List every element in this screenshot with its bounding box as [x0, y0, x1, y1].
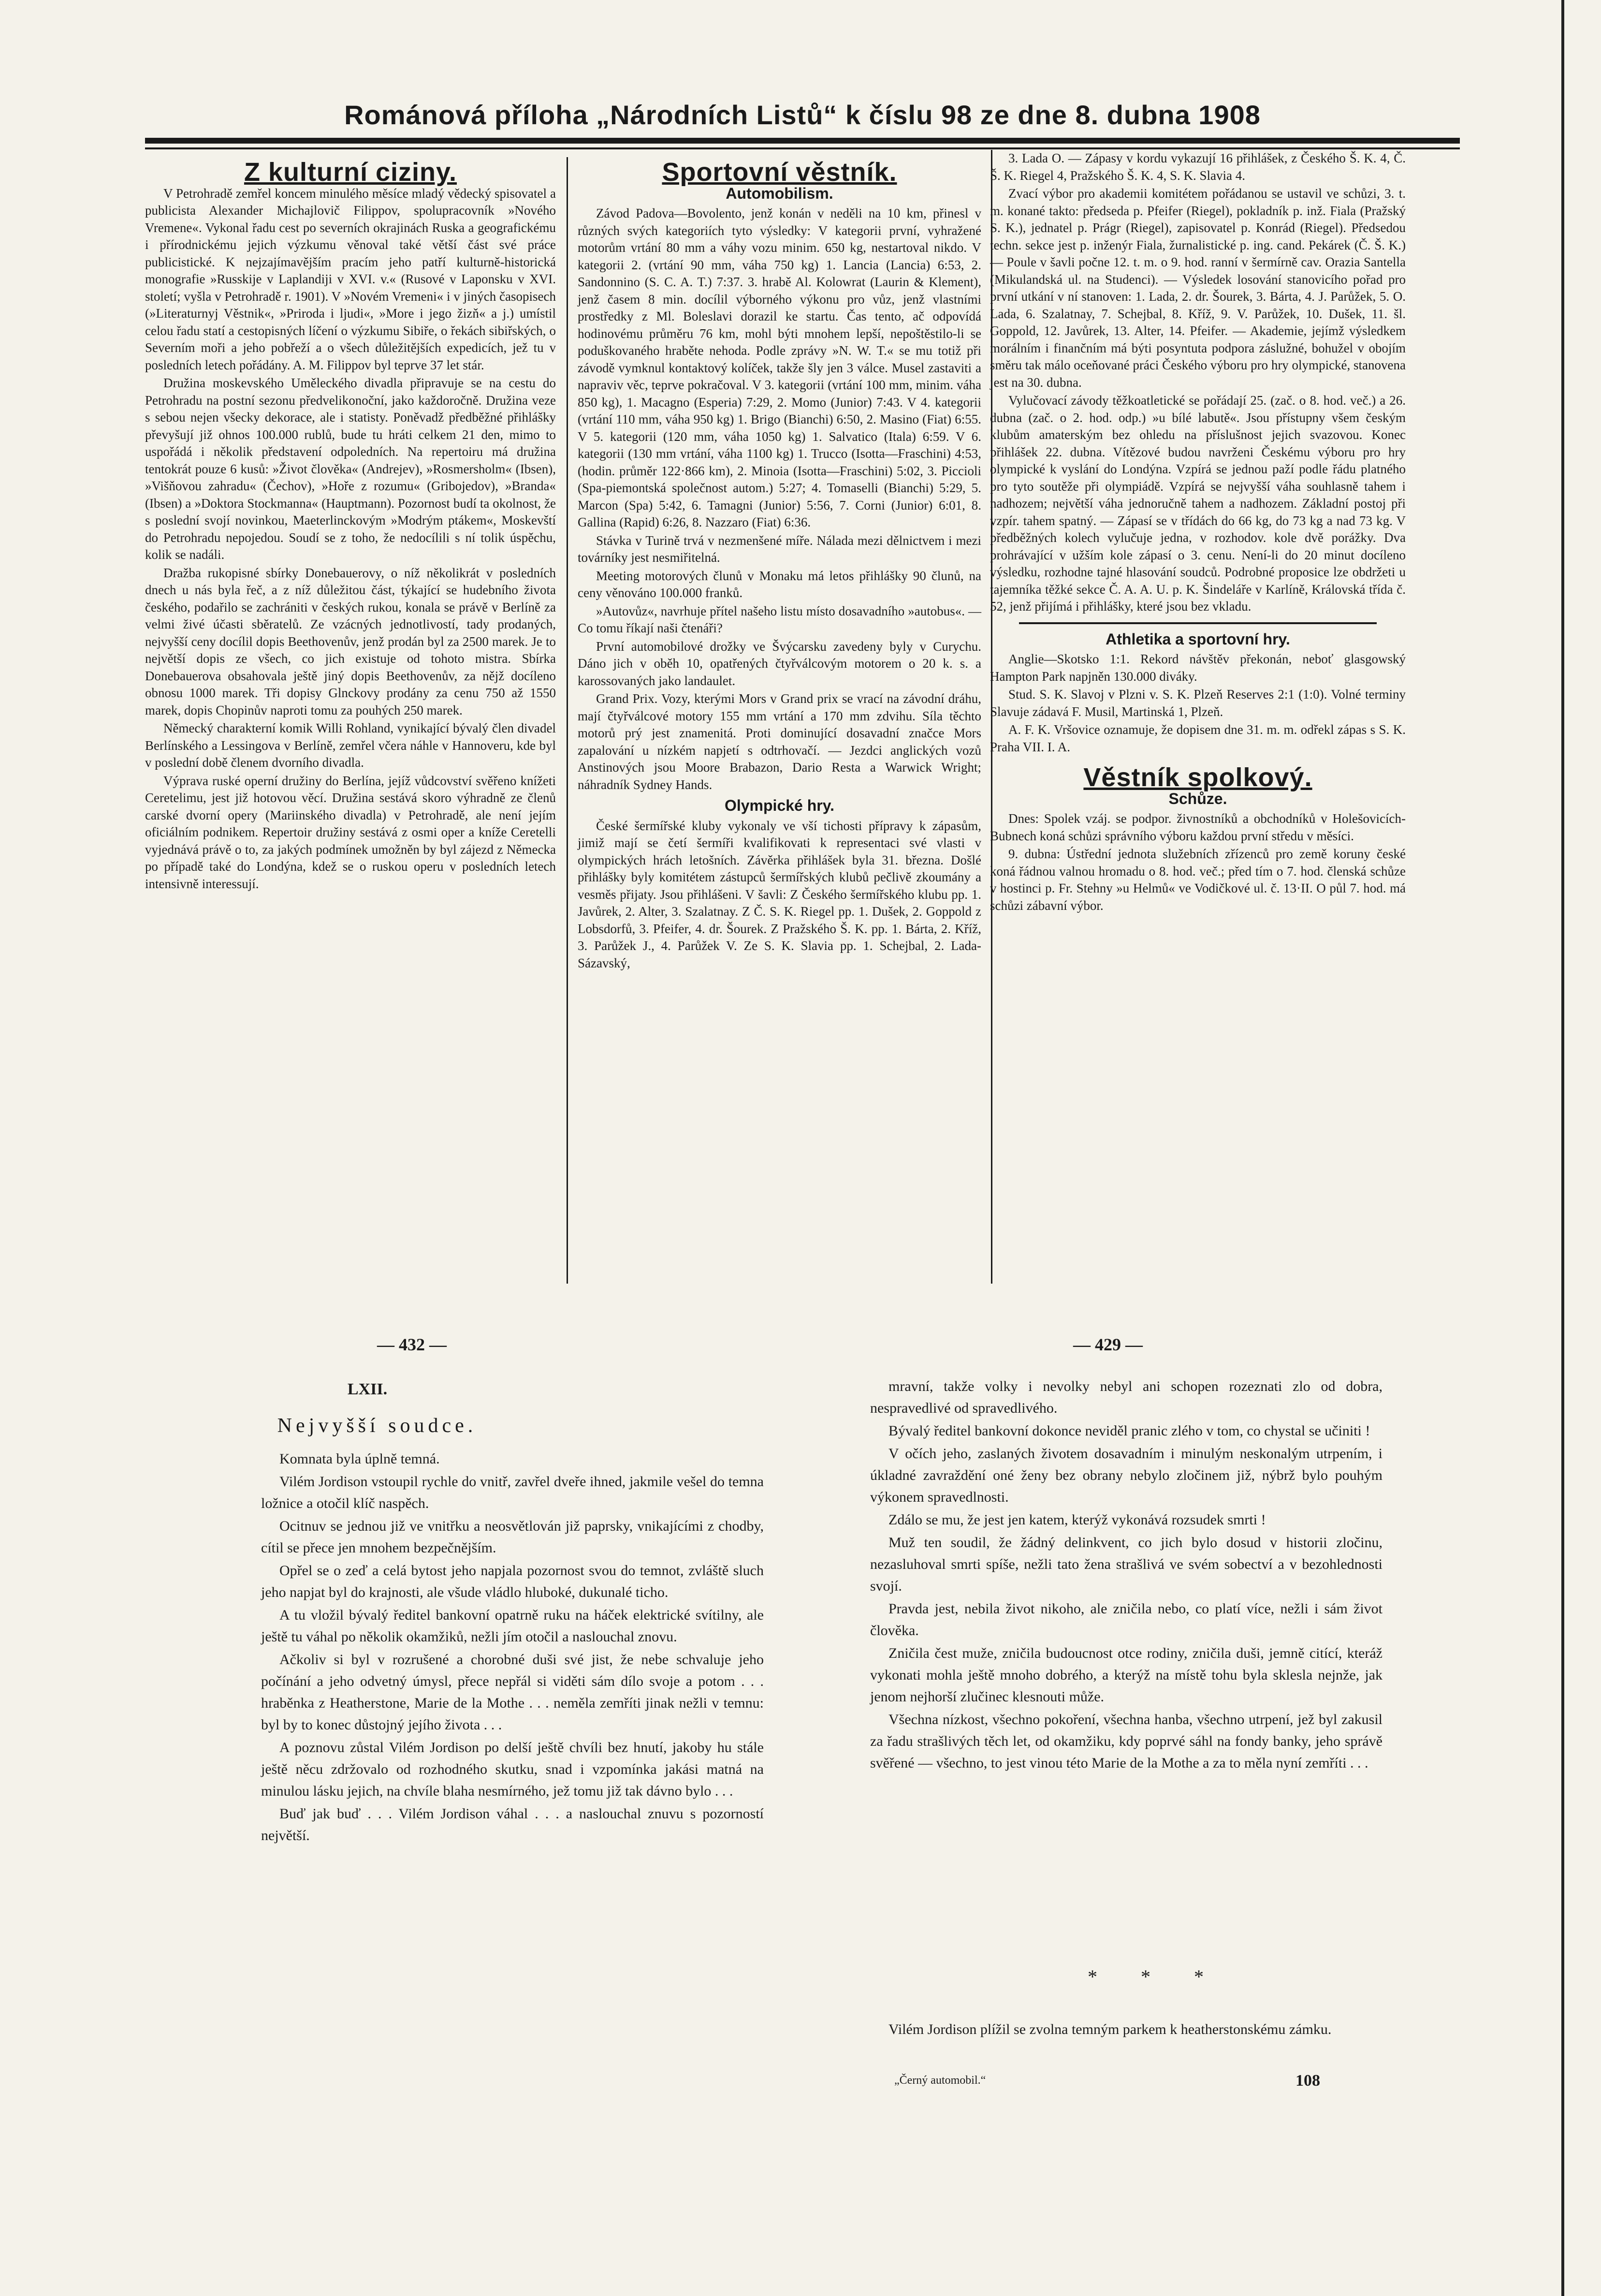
paragraph: Ocitnuv se jednou již ve vnitřku a neosvětlován již paprsky, vnikajícími z chodby, cítil se přece jen mnohem bezpečnějším.: [261, 1518, 764, 1556]
masthead: Románová příloha „Národních Listů“ k číslu 98 ze dne 8. dubna 1908: [344, 100, 1261, 130]
paragraph: Pravda jest, nebila život nikoho, ale zničila nebo, co platí více, nežli i sám život člověka.: [870, 1601, 1383, 1638]
paragraph: A. F. K. Vršovice oznamuje, že dopisem dne 31. m. m. odřekl zápas s S. K. Praha VII. I. A.: [990, 722, 1406, 754]
automobilism-heading: Automobilism.: [726, 184, 833, 202]
olympic-heading: Olympické hry.: [724, 797, 835, 814]
paragraph: Bývalý ředitel bankovní dokonce neviděl pranic zlého v tom, co chystal se učiniti !: [888, 1423, 1370, 1439]
paragraph: »Autovůz«, navrhuje přítel našeho listu místo dosavadního »autobus«. — Co tomu říkají naši čtenáři?: [578, 603, 981, 635]
paragraph: Německý charakterní komik Willi Rohland, vynikající bývalý člen divadel Berlínského a Lessingova v Berlíně, zemřel včera náhle v Hannoveru, kde byl v poslední době členem dvorního divadla.: [145, 721, 556, 770]
chapter-number: LXII.: [347, 1380, 388, 1398]
binding-edge: [1561, 0, 1564, 2296]
paragraph: A tu vložil bývalý ředitel bankovní opatrně ruku na háček elektrické svítilny, ale ještě tu váhal po několik okamžiků, nežli jím otočil a naslouchal znovu.: [261, 1607, 764, 1645]
closing-paragraph: Vilém Jordison plížil se zvolna temným parkem k heatherstonskému zámku.: [888, 2021, 1332, 2037]
paragraph: Komnata byla úplně temná.: [279, 1451, 440, 1467]
paragraph: Vilém Jordison vstoupil rychle do vnitř, zavřel dveře ihned, jakmile vešel do temna ložnice a otočil klíč naspěch.: [261, 1474, 764, 1511]
masthead-rule-thin: [145, 147, 1460, 149]
column-separator: [567, 157, 568, 1284]
clubs-title: Věstník spolkový.: [1083, 763, 1312, 792]
culture-articles: [145, 185, 556, 893]
paragraph: Zvací výbor pro akademii komitétem pořádanou se ustavil ve schůzi, 3. t. m. konané takto: předseda p. Pfeifer (Riegel), pokladník p. inž. Fiala (Pražský S. K.), jednatel p. Prágr (Riegel), zapisovatel p. Konrád (Riegel). Předsedou techn. sekce jest p. inženýr Fiala, žurnalistické p. ing. cand. Pekárek (Č. Š. K.) — Poule v šavli počne 12. t. m. o 9. hod. ranní v šermírně cav. Orazia Santella (Mikulandská ul. na Studenci). — Výsledek losování stanovicího pořad pro první utkání v ní stanoven: 1. Lada, 2. dr. Šourek, 3. Bárta, 4. J. Parůžek, 5. O. Lada, 6. Szalatnay, 7. Schejbal, 8. Kříž, 9. V. Parůžek, 10. Dušek, 11. šl. Goppold, 12. Javůrek, 13. Alter, 14. Pfeifer. — Akademie, jejímž výsledkem morálním i finančním má býti posyntuta podpora záslužné, bohužel v obojím směru tak málo oceňované práci Českého výboru pro hry olympické, stanovena jest na 30. dubna.: [990, 186, 1406, 390]
section-divider: [1019, 622, 1377, 624]
paragraph: V očích jeho, zaslaných životem dosavadním i minulým neskonalým utrpením, i úkladné zavraždění oné ženy bez obrany nebylo zločinem již, nýbrž bylo pouhým výkonem spravedlnosti.: [870, 1446, 1383, 1505]
automobilism-articles: [578, 205, 981, 793]
footer-title: „Černý automobil.“: [894, 2074, 986, 2087]
paragraph: Stud. S. K. Slavoj v Plzni v. S. K. Plzeň Reserves 2:1 (1:0). Volné terminy Slavuje zádavá F. Musil, Martinská 1, Plzeň.: [990, 687, 1406, 719]
novel-right-paragraphs: [870, 1375, 1383, 1774]
paragraph: Muž ten soudil, že žádný delinkvent, co jich bylo dosud v historii zločinu, nezasluhoval smrti spíše, nežli tato žena strašlivá ve svém sobectví a v bezohlednosti svojí.: [870, 1535, 1383, 1594]
paragraph: Meeting motorových člunů v Monaku má letos přihlášky 90 člunů, na ceny věnováno 100.000 franků.: [578, 568, 981, 600]
novel-closing: [870, 2018, 1383, 2041]
paragraph: První automobilové drožky ve Švýcarsku zavedeny byly v Curychu. Dáno jich v oběh 10, opatřených čtyřválcovým motorem o 20 k. s. a karossovaných jako landaulet.: [578, 639, 981, 688]
athletics-heading: Athletika a sportovní hry.: [1106, 630, 1290, 648]
left-page-number: — 432 —: [377, 1335, 447, 1354]
paragraph: Všechna nízkost, všechno pokoření, všechna hanba, všechno utrpení, jež byl zakusil za řadu strašlivých těch let, od okamžiku, kdy poprvé sáhl na fondy banky, jeho správě svěřené — všechno, to jest vinou této Marie de la Mothe a za to měla nyní zemříti . . .: [870, 1711, 1383, 1771]
novel-left-text: [261, 1448, 764, 1847]
paragraph: Opřel se o zeď a celá bytost jeho napjala pozornost svou do temnot, zvláště sluch jeho napjat byl do krajnosti, ale všude vládlo hluboké, dukunalé ticho.: [261, 1563, 764, 1600]
olympic-continued-articles: [990, 150, 1406, 615]
paragraph: Anglie—Skotsko 1:1. Rekord návštěv překonán, neboť glasgowský Hampton Park napjněn 130.000 diváky.: [990, 652, 1406, 684]
paragraph: Ačkoliv si byl v rozrušené a chorobné duši své jist, že nebe schvaluje jeho počínání a jeho odvetný úmysl, přece nepřál si viděti sám dílo svoje a potom . . . hraběnka z Heatherstone, Marie de la Mothe . . . neměla zemříti jinak nežli v temnu: byl by to konec důstojný jejího života . . .: [261, 1652, 764, 1733]
novel-right-text: [870, 1375, 1383, 1775]
paragraph: Dnes: Spolek vzáj. se podpor. živnostníků a obchodníků v Holešovicích-Bubnech koná schůzi správního výboru každou první středu v měsíci.: [990, 811, 1406, 843]
chapter-title: Nejvyšší soudce.: [277, 1415, 477, 1437]
paragraph: Družina moskevského Uměleckého divadla připravuje se na cestu do Petrohradu na postní sezonu předvelikonoční, jako každoročně. Družina veze s sebou nejen všecky dekorace, ale i statisty. Poněvadž předběžné přihlášky převyšují již ohnos 100.000 rublů, bude tu hráti celkem 21 den, mimo to uspořádá i několik představení odpoledních. Na repertoiru má družina tentokrát pouze 6 kusů: »Život člověka« (Andrejev), »Rosmersholm« (Ibsen), »Višňovou zahradu« (Čechov), »Hoře z rozumu« (Gribojedov), »Branda« (Ibsen) a »Doktora Stockmanna« (Hauptmann). Pozornost budí ta okolnost, že s poslední svojí novinkou, Maeterlinckovým »Modrým ptákem«, Moskevští do Petrohradu nepojedou. Soudí se z toho, že nedocílili s ní tolik úspěchu, kolik se nadáli.: [145, 376, 556, 562]
paragraph: 9. dubna: Ústřední jednota služebních zřízenců pro země koruny české koná řádnou valnou hromadu o 8. hod. več.; před tím o 7. hod. členská schůze v hostinci p. Fr. Stehny »u Helmů« ve Vodičkové ul. č. 13·II. O půl 7. hod. má schůzi zábavní výbor.: [990, 847, 1406, 913]
paragraph: Buď jak buď . . . Vilém Jordison váhal . . . a naslouchal znuvu s pozorností největší.: [261, 1806, 764, 1843]
paragraph: Dražba rukopisné sbírky Donebauerovy, o níž několikrát v posledních dnech u nás byla řeč, a z níž důležitou část, týkající se hudebního života českého, podařilo se zachrániti v českých rukou, konala se právě v Berlíně za velmi živé účasti sběratelů. Ze vzácných jednotlivostí, tady prodaných, nejvyšší ceny docílil dopis Beethovenův, jenž prodán byl za 2500 marek. Je to největší dopis ze všech, co jich existuje od tohoto mistra. Sbírka Donebauerova obsahovala ještě jiný dopis Beethovenův, za nějž docíleno obnosu 1000 marek. Tři dopisy Glnckovy prodány za cenu 750 až 1550 marek, dopis Chopinův naproti tomu za pouhých 250 marek.: [145, 565, 556, 717]
paragraph: mravní, takže volky i nevolky nebyl ani schopen rozeznati zlo od dobra, nespravedlivé od spravedlivého.: [870, 1378, 1383, 1416]
culture-column: [145, 157, 556, 893]
footer-number: 108: [1295, 2072, 1320, 2090]
paragraph: 3. Lada O. — Zápasy v kordu vykazují 16 přihlášek, z Českého Š. K. 4, Č. Š. K. Riegel 4, Pražského Š. K. 4, S. K. Slavia 4.: [990, 151, 1406, 183]
paragraph: Vylučovací závody těžkoatletické se pořádají 25. (zač. o 8. hod. več.) a 26. dubna (zač. o 2. hod. odp.) »u bílé labutě«. Jsou přístupny všem českým klubům amaterským bez ohledu na příslušnost jejich svazovou. Konec přihlášek 22. dubna. Vítězové budou navrženi Českému výboru pro hry olympické k vyslání do Londýna. Vzpírá se jednou paží podle řádu platného pro tyto soutěže při olympiádě. Vzpírá se nejvyšší váha souhlasně tahem i nadhozem; největší váha jednoručně tahem a nadhozem. Základní postoj při vzpír. tahem spatný. — Zápasí se v třídách do 66 kg, do 73 kg a nad 73 kg. V předběžných kolech vylučuje jedna, v rozhodov. kole dvě porážky. Dva prohrávající v užším kole zápasí o 3. cenu. Není-li do 20 minut docíleno výsledku, rozhodne tajné hlasování soudců. Podrobné proposice lze obdržeti u tajemníka těžké sekce Č. A. A. U. p. K. Šindeláře v Karlíně, Královská třída č. 52, jenž přijímá i přihlášky, které jsou bez vkladu.: [990, 393, 1406, 614]
culture-title: Z kulturní ciziny.: [244, 158, 457, 187]
paragraph: České šermířské kluby vykonaly ve vší tichosti přípravy k zápasům, jimiž mají se četí šermíři kvalifikovati k representaci své vlasti v olympických hrách letošních. Závěrka přihlášek byla 31. března. Došlé přihlášky byly komitétem zástupců šermířských klubů pečlivě zkoumány a vesměs přijaty. Jsou přihlášeni. V šavli: Z Českého šermířského klubu pp. 1. Javůrek, 2. Alter, 3. Szalatnay. Z Č. S. K. Riegel pp. 1. Dušek, 2. Goppold z Lobsdorfů, 3. Pfeifer, 4. dr. Šourek. Z Pražského Š. K. pp. 1. Bárta, 2. Kříž, 3. Parůžek J., 4. Parůžek V. Ze S. K. Slavia pp. 1. Schejbal, 2. Lada-Sázavský,: [578, 818, 981, 970]
right-page-number: — 429 —: [1073, 1335, 1143, 1354]
paragraph: A poznovu zůstal Vilém Jordison po delší ještě chvíli bez hnutí, jakoby hu stále ještě něcu zdržovalo od rozhodného skutku, snad i vzpomínka jakási matná na minulou lásku jejich, na chvíle blaha nesmírného, jež tomu již tak dávno bylo . . .: [261, 1740, 764, 1799]
paragraph: Zničila čest muže, zničila budoucnost otce rodiny, zničila duši, jemně citící, kteráž vykonati mohla ještě mnoho dobrého, a kterýž na místě tohu byla sklesla nejnže, jak jenom nejhorší zlučinec klesnouti může.: [870, 1645, 1383, 1705]
section-stars: * * *: [1088, 1966, 1223, 1988]
masthead-rule: [145, 138, 1460, 144]
paragraph: Výprava ruské operní družiny do Berlína, jejíž vůdcovství svěřeno knížeti Ceretelimu, jest již hotovou věcí. Družina sestává skoro výhradně ze členů carské dvorní opery (Mariinského divadla) v Petrohradě, ale není jejím oficiálním podnikem. Repertoir družiny sestává z osmi oper a kníže Ceretelli vyjednává právě o to, za jakých podmínek umožněn by byl zájezd z Německa po případě také do Londýna, kdež se o ruskou operu v posledních letech intensivně interessují.: [145, 773, 556, 891]
sports-title: Sportovní věstník.: [662, 158, 897, 187]
sports-continued-column: [990, 150, 1406, 915]
paragraph: Závod Padova—Bovolento, jenž konán v neděli na 10 km, přinesl v různých svých kategoriích tyto výsledky: V kategorii první, vyhražené motorům vrtání 80 mm a váhy vozu minim. 650 kg, nestartoval nikdo. V kategorii 2. (vrtání 90 mm, váha 750 kg) 1. Lancia (Lancia) 6:53, 2. Sandonnino (S. C. A. T.) 7:37. 3. hrabě Al. Kolowrat (Laurin & Klement), jenž časem 8 min. docílil výborného výkonu pro vůz, jenž vlastními prostředky z Ml. Boleslavi dorazil ke startu. Čas tento, ač odpovídá hodinovému průměru 76 km, mohl býti mnohem lepší, nepoštěstilo-li se poduškovaného hraběte nehoda. Podle zprávy »N. W. T.« se mu totiž při závodě vymknul kontaktový kolíček, takže šly jen 3 válce. Musel zastaviti a napraviv věc, teprve pokračoval. V 3. kategorii (vrtání 100 mm, minim. váha 850 kg), 1. Macagno (Esperia) 7:29, 2. Momo (Junior) 7:43. V 4. kategorii (vrtání 110 mm, váha 950 kg) 1. Brigo (Bianchi) 6:50, 2. Masino (Fiat) 6:55. V 5. kategorii (120 mm, váha 1050 kg) 1. Salvatico (Itala) 6:59. V 6. kategorii (130 mm vrtání, váha 1100 kg) 1. Trucco (Isotta—Fraschini) 4:53, (hodin. průměr 122·866 km), 2. Minoia (Isotta—Fraschini) 5:02, 3. Piccioli (Spa-piemontská společnost autom.) 5:27; 4. Tomaselli (Bianchi) 5:29, 5. Marcon (Spa) 5:42, 6. Tamagni (Junior) 5:56, 7. Corni (Junior) 6:01, 8. Gallina (Rapid) 6:26, 8. Nazzaro (Fiat) 6:36.: [578, 206, 981, 529]
paragraph: Stávka v Turině trvá v nezmenšené míře. Nálada mezi dělnictvem i mezi továrníky jest nesmiřitelná.: [578, 533, 981, 565]
paragraph: Grand Prix. Vozy, kterými Mors v Grand prix se vrací na závodní dráhu, mají čtyřválcové motory 155 mm vrtání a 170 mm zdvihu. Síla těchto motorů prý jest znamenitá. Proti dominující dosavadní značce Mors zapalování u nízkém napjetí s odtrhovačí. — Jezdci anglických vozů Anstinových jsou Moore Brabazon, Dario Resta a Warwick Wright; náhradník Sydney Hands.: [578, 691, 981, 792]
paragraph: V Petrohradě zemřel koncem minulého měsíce mladý vědecký spisovatel a publicista Alexander Michajlovič Filippov, spolupracovník »Nového Vremene«. Vykonal řadu cest po severních okrajinách Ruska a geografickému i přírodnickému jejich výzkumu věnoval také větší část své práce publicistické. K nejzajímavějším pracím jeho patří kulturně-historická monografie »Russkije v Laplandiji v XVI. v.« (Rusové v Laponsku v XVI. století; vyšla v Petrohradě r. 1901). V »Novém Vremeni« i v jiných časopisech (»Literaturnyj Věstnik«, »Priroda i ljudi«, »More i jego žizň« a j.) umístil celou řadu statí a cestopisných líčení o výzkumu Sibiře, o řekách sibiřských, o Severním moři a jeho pobřeží a o všech důležitějších expedicích, jež tu v posledních letech pořádány. A. M. Filippov byl teprve 37 let stár.: [145, 186, 556, 372]
athletics-articles: [990, 651, 1406, 756]
paragraph: Zdálo se mu, že jest jen katem, kterýž vykonává rozsudek smrti !: [888, 1512, 1266, 1528]
sports-column: [578, 157, 981, 973]
olympic-articles: [578, 818, 981, 972]
meetings-articles: [990, 810, 1406, 914]
meetings-heading: Schůze.: [1168, 790, 1227, 807]
novel-left-paragraphs: [261, 1448, 764, 1846]
